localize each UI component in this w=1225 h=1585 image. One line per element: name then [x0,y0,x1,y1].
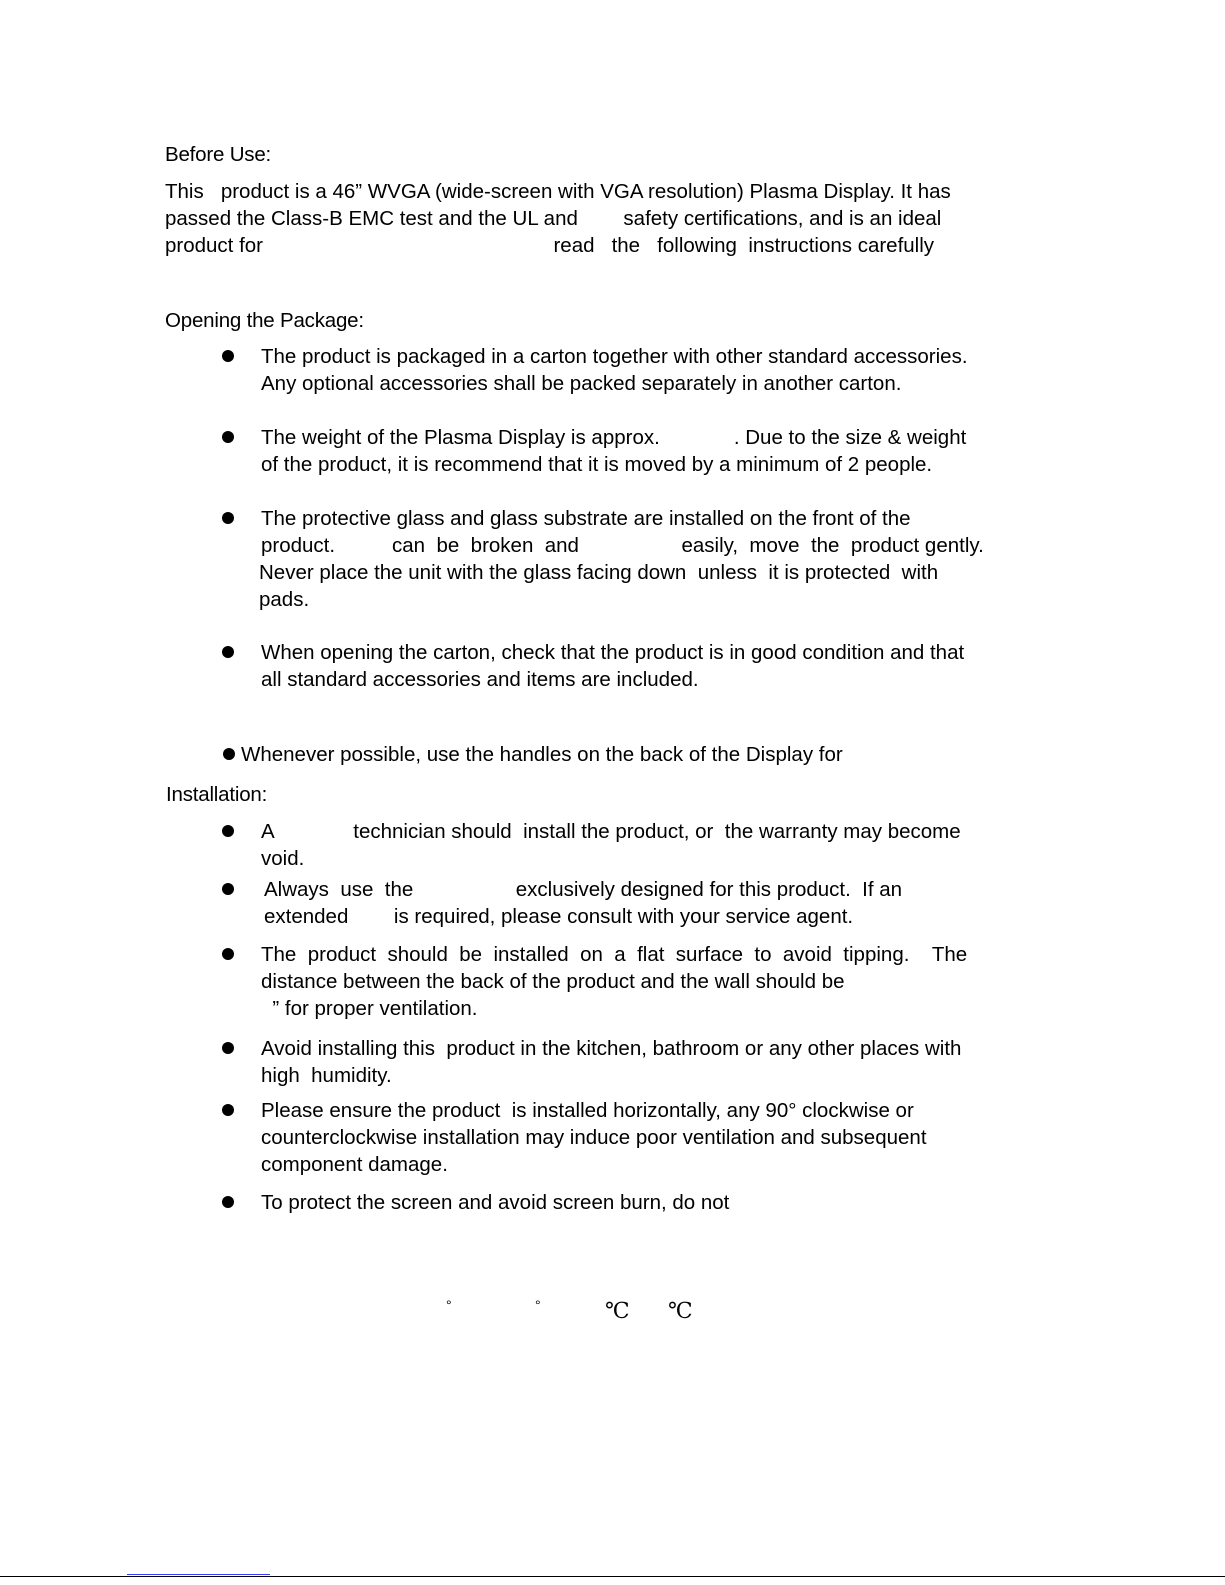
celsius-symbol: ℃ [668,1299,693,1324]
degree-symbol: ° [446,1297,452,1313]
opening-package-heading: Opening the Package: [165,309,364,332]
install-bullet-5-line-1: Please ensure the product is installed horizontally, any 90° clockwise or [261,1099,914,1122]
bullet-icon [222,1196,234,1208]
bullet-icon [222,1042,234,1054]
bullet-icon [222,948,234,960]
install-bullet-3-line-2: distance between the back of the product and the wall should be [261,970,845,993]
bullet-icon [222,512,234,524]
package-bullet-4-line-2: all standard accessories and items are included. [261,668,699,691]
package-bullet-2-line-1: The weight of the Plasma Display is approx. . Due to the size & weight [261,426,967,449]
package-bullet-1-line-2: Any optional accessories shall be packed separately in another carton. [261,372,902,395]
bullet-icon [222,1104,234,1116]
bullet-icon [222,883,234,895]
package-bullet-3-line-4: pads. [259,588,310,611]
install-bullet-2-line-1: Always use the exclusively designed for this product. If an [264,878,903,901]
before-use-line-3: product for read the following instructions carefully [165,234,935,257]
install-bullet-5-line-2: counterclockwise installation may induce poor ventilation and subsequent [261,1126,927,1149]
before-use-line-1: This product is a 46” WVGA (wide-screen with VGA resolution) Plasma Display. It has [165,180,951,203]
bullet-icon [223,748,235,760]
install-bullet-4-line-1: Avoid installing this product in the kitchen, bathroom or any other places with [261,1037,962,1060]
package-bullet-1-line-1: The product is packaged in a carton together with other standard accessories. [261,345,968,368]
install-bullet-1-line-2: void. [261,847,305,870]
page-bottom-border [0,1576,1225,1577]
install-bullet-3-line-1: The product should be installed on a flat surface to avoid tipping. The [261,943,968,966]
bullet-icon [222,646,234,658]
handles-note: Whenever possible, use the handles on the back of the Display for [241,743,843,766]
install-bullet-5-line-3: component damage. [261,1153,448,1176]
install-bullet-1-line-1: A technician should install the product, or the warranty may become [261,820,961,843]
celsius-symbol: ℃ [605,1299,630,1324]
before-use-line-2: passed the Class-B EMC test and the UL and safety certifications, and is an ideal [165,207,942,230]
install-bullet-4-line-2: high humidity. [261,1064,392,1087]
package-bullet-3-line-1: The protective glass and glass substrate are installed on the front of the [261,507,911,530]
bullet-icon [222,431,234,443]
package-bullet-3-line-2: product. can be broken and easily, move the product gently. [261,534,984,557]
installation-heading: Installation: [166,783,268,806]
bullet-icon [222,825,234,837]
install-bullet-2-line-2: extended is required, please consult with your service agent. [264,905,854,928]
before-use-heading: Before Use: [165,143,272,166]
bullet-icon [222,350,234,362]
install-bullet-3-line-3: ” for proper ventilation. [261,997,478,1020]
package-bullet-4-line-1: When opening the carton, check that the product is in good condition and that [261,641,965,664]
degree-symbol: ° [535,1297,541,1313]
package-bullet-3-line-3: Never place the unit with the glass facing down unless it is protected with [259,561,939,584]
package-bullet-2-line-2: of the product, it is recommend that it is moved by a minimum of 2 people. [261,453,933,476]
link-underline [127,1574,270,1575]
install-bullet-6-line-1: To protect the screen and avoid screen burn, do not [261,1191,730,1214]
